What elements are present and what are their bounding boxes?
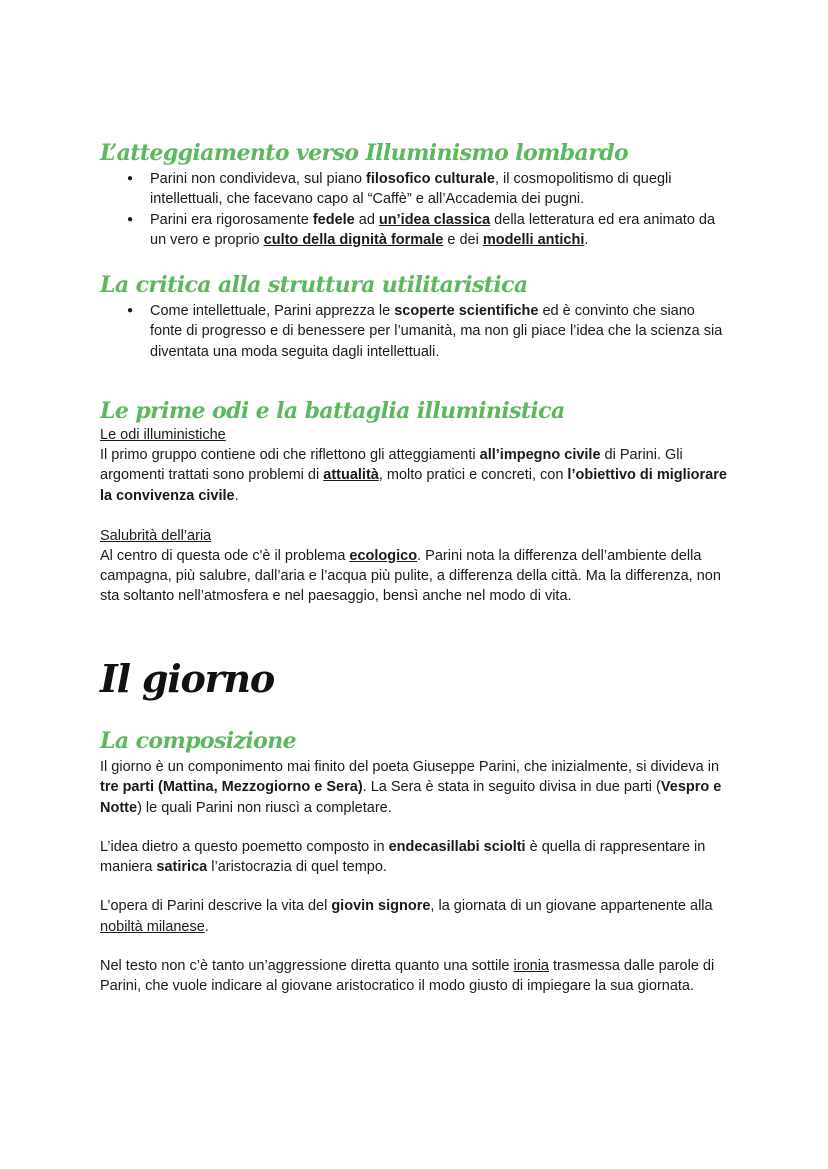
subheading-odi-illuministiche: Le odi illuministiche — [100, 427, 226, 443]
bullet-list — [100, 301, 730, 362]
heading-critica: La critica alla struttura utilitaristica — [100, 272, 528, 298]
list-item: ● Come intellettuale, Parini apprezza le scoperte scientifiche ed è convinto che siano fonte di progresso e di benessere per l’umanità, ma non gli piace l’idea che la scienza sia diventata una moda seguita dagli intellettuali. — [100, 301, 730, 362]
paragraph-composizione-1: Il giorno è un componimento mai finito del poeta Giuseppe Parini, che inizialmente, si divideva in tre parti (Mattina, Mezzogiorno e Sera). La Sera è stata in seguito divisa in due parti (Vespro e Notte) le quali Parini non riuscì a completare. — [100, 759, 722, 816]
paragraph-composizione-4: Nel testo non c’è tanto un’aggressione diretta quanto una sottile ironia trasmessa dalle parole di Parini, che vuole indicare al giovane aristocratico il modo giusto di impiegare la sua giornata. — [100, 958, 715, 995]
section-illuminismo-lombardo — [100, 139, 730, 250]
heading-composizione: La composizione — [100, 728, 297, 754]
heading-prime-odi: Le prime odi e la battaglia illuministica — [100, 398, 565, 424]
heading-atteggiamento: L’atteggiamento verso Illuminismo lombardo — [100, 140, 629, 166]
paragraph-composizione-3: L’opera di Parini descrive la vita del giovin signore, la giornata di un giovane appartenente alla nobiltà milanese. — [100, 898, 713, 935]
subheading-salubrita: Salubrità dell’aria — [100, 527, 212, 544]
paragraph-salubrita: Al centro di questa ode c'è il problema ecologico. Parini nota la differenza dell’ambiente della campagna, più salubre, dall’aria e l’acqua più pulite, a differenza della città. Ma la differenza, non sta soltanto nell’atmosfera e nel paesaggio, bensì anche nel modo di vita. — [100, 547, 721, 605]
section-prime-odi — [100, 397, 730, 607]
title-block — [100, 656, 730, 702]
section-composizione — [100, 727, 730, 997]
paragraph-composizione-2: L’idea dietro a questo poemetto composto in endecasillabi sciolti è quella di rappresentare in maniera satirica l’aristocrazia di quel tempo. — [100, 838, 706, 876]
bullet-list — [100, 169, 730, 250]
list-item: ● Parini non condivideva, sul piano filosofico culturale, il cosmopolitismo di quegli intellettuali, che facevano capo al “Caffè” e all’Accademia dei pugni. — [100, 169, 730, 210]
section-critica-utilitaristica — [100, 271, 730, 362]
page-title: Il giorno — [100, 656, 274, 701]
paragraph-odi-illuministiche: Il primo gruppo contiene odi che riflettono gli atteggiamenti all’impegno civile di Parini. Gli argomenti trattati sono problemi di attualità, molto pratici e concreti, con l’obiettivo di migliorare la convivenza civile. — [100, 447, 727, 504]
list-item: ● Parini era rigorosamente fedele ad un’idea classica della letteratura ed era animato da un vero e proprio culto della dignità formale e dei modelli antichi. — [100, 210, 730, 251]
